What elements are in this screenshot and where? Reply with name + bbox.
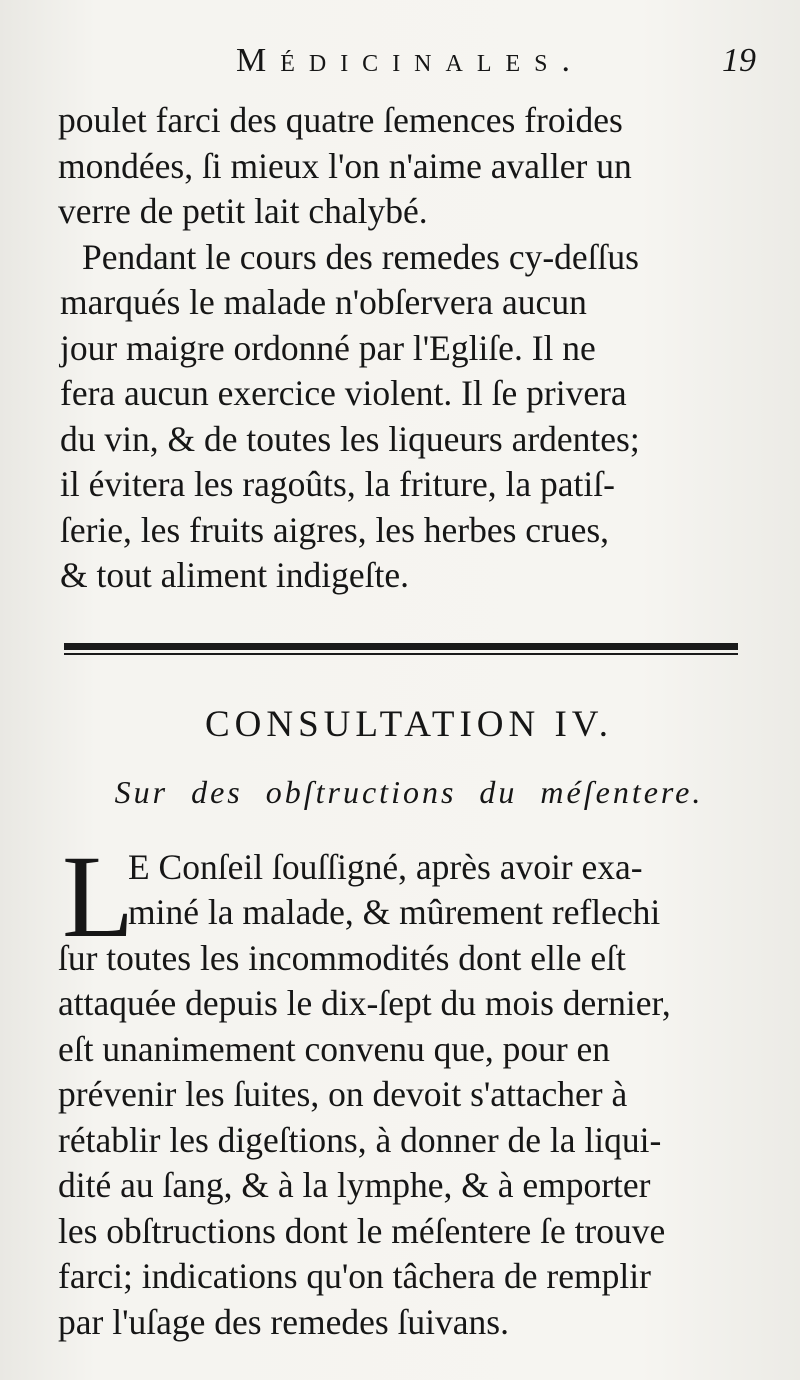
text-line: ſur toutes les incommodités dont elle eſt [58,937,626,978]
paragraph-1 [58,98,760,235]
divider-thick-rule [64,643,738,650]
section-heading: CONSULTATION IV. [204,703,613,745]
text-line: les obſtructions dont le méſentere ſe trouve [58,1210,666,1251]
drop-cap: L [62,830,135,962]
text-line: jour maigre ordonné par l'Egliſe. Il ne [60,327,596,368]
text-line: attaquée depuis le dix-ſept du mois dernier, [58,983,671,1023]
text-line: Pendant le cours des remedes cy-deſſus [82,236,639,277]
text-line: E Conſeil ſouſſigné, après avoir exa- [128,846,643,887]
text-line: eſt unanimement convenu que, pour en [58,1028,611,1069]
text-line: mondées, ſi mieux l'on n'aime avaller un [58,145,632,186]
text-line: verre de petit lait chalybé. [58,191,428,231]
divider-thin-rule [64,653,738,655]
page-number: 19 [722,42,756,79]
text-line: rétablir les digeſtions, à donner de la liqui- [58,1119,662,1160]
text-line: poulet farci des quatre ſemences froides [58,100,623,140]
running-title: Médicinales. [235,42,585,79]
section-divider [64,643,738,655]
text-line: prévenir les ſuites, on devoit s'attacher à [58,1074,628,1114]
section-subheading: Sur des obſtructions du méſentere. [114,773,704,810]
text-line: ſerie, les fruits aigres, les herbes crues, [60,509,610,550]
text-line: farci; indications qu'on tâchera de remplir [58,1256,651,1296]
text-line: fera aucun exercice violent. Il ſe privera [60,373,627,413]
running-head [58,42,760,98]
text-line: par l'uſage des remedes ſuivans. [58,1301,509,1342]
text-line: dité au ſang, & à la lymphe, & à emporter [58,1165,651,1205]
text-line: du vin, & de toutes les liqueurs ardentes; [60,418,640,459]
text-line: & tout aliment indigeſte. [60,555,410,595]
paragraph-2 [58,235,760,599]
paragraph-3 [58,830,760,1346]
text-line: marqués le malade n'obſervera aucun [60,282,587,322]
text-line: il évitera les ragoûts, la friture, la patiſ- [60,464,615,504]
text-line: miné la malade, & mûrement reflechi [128,892,661,932]
